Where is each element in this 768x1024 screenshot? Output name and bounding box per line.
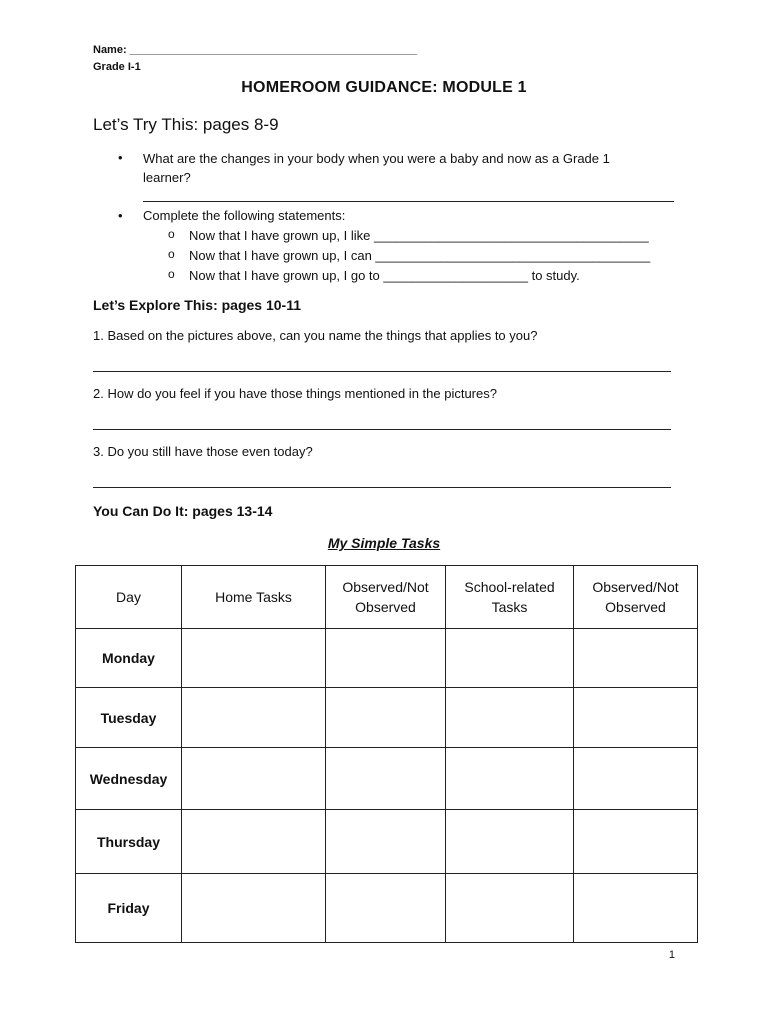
column-header-day: Day bbox=[76, 566, 182, 629]
name-field-label: Name: _______________________________________________ bbox=[93, 44, 418, 56]
do-it-section-heading: You Can Do It: pages 13-14 bbox=[93, 503, 273, 519]
observed-cell[interactable] bbox=[574, 810, 698, 874]
column-header-home-tasks: Home Tasks bbox=[182, 566, 326, 629]
simple-tasks-table bbox=[75, 565, 698, 943]
day-cell: Thursday bbox=[76, 810, 182, 874]
home-task-cell[interactable] bbox=[182, 810, 326, 874]
observed-cell[interactable] bbox=[574, 688, 698, 748]
table-row bbox=[76, 748, 698, 810]
grade-label: Grade I-1 bbox=[93, 61, 141, 73]
column-header-observed-school: Observed/Not Observed bbox=[574, 566, 698, 629]
table-header-row bbox=[76, 566, 698, 629]
question-3: 3. Do you still have those even today? bbox=[93, 444, 313, 459]
observed-cell[interactable] bbox=[326, 748, 446, 810]
observed-cell[interactable] bbox=[574, 874, 698, 943]
bullet-complete-statements: Complete the following statements: bbox=[143, 208, 346, 223]
school-task-cell[interactable] bbox=[446, 810, 574, 874]
statement-like: Now that I have grown up, I like ______________________________________ bbox=[189, 228, 649, 243]
sub-bullet-marker: o bbox=[168, 247, 175, 261]
table-row bbox=[76, 810, 698, 874]
column-header-observed-home: Observed/Not Observed bbox=[326, 566, 446, 629]
table-row bbox=[76, 629, 698, 688]
column-header-school-tasks: School-related Tasks bbox=[446, 566, 574, 629]
answer-line bbox=[93, 429, 671, 430]
table-row bbox=[76, 874, 698, 943]
observed-cell[interactable] bbox=[326, 810, 446, 874]
observed-cell[interactable] bbox=[326, 629, 446, 688]
day-cell: Friday bbox=[76, 874, 182, 943]
day-cell: Wednesday bbox=[76, 748, 182, 810]
bullet-line: learner? bbox=[143, 170, 191, 185]
day-cell: Monday bbox=[76, 629, 182, 688]
table-title: My Simple Tasks bbox=[327, 535, 441, 551]
try-section-heading: Let’s Try This: pages 8-9 bbox=[93, 115, 279, 134]
home-task-cell[interactable] bbox=[182, 688, 326, 748]
explore-section-heading: Let’s Explore This: pages 10-11 bbox=[93, 297, 302, 313]
bullet-line: What are the changes in your body when you were a baby and now as a Grade 1 bbox=[143, 151, 610, 166]
school-task-cell[interactable] bbox=[446, 748, 574, 810]
answer-line bbox=[93, 371, 671, 372]
table-row bbox=[76, 688, 698, 748]
day-cell: Tuesday bbox=[76, 688, 182, 748]
school-task-cell[interactable] bbox=[446, 688, 574, 748]
school-task-cell[interactable] bbox=[446, 629, 574, 688]
observed-cell[interactable] bbox=[326, 874, 446, 943]
home-task-cell[interactable] bbox=[182, 874, 326, 943]
answer-line bbox=[143, 201, 674, 202]
question-2: 2. How do you feel if you have those things mentioned in the pictures? bbox=[93, 386, 497, 401]
page-number: 1 bbox=[668, 949, 675, 961]
page-title: HOMEROOM GUIDANCE: MODULE 1 bbox=[241, 79, 527, 96]
observed-cell[interactable] bbox=[574, 629, 698, 688]
bullet-question-body-changes bbox=[143, 149, 703, 187]
sub-bullet-marker: o bbox=[168, 267, 175, 281]
statement-study: Now that I have grown up, I go to ____________________ to study. bbox=[189, 268, 580, 283]
question-1: 1. Based on the pictures above, can you name the things that applies to you? bbox=[93, 328, 538, 343]
home-task-cell[interactable] bbox=[182, 629, 326, 688]
observed-cell[interactable] bbox=[326, 688, 446, 748]
answer-line bbox=[93, 487, 671, 488]
home-task-cell[interactable] bbox=[182, 748, 326, 810]
school-task-cell[interactable] bbox=[446, 874, 574, 943]
sub-bullet-marker: o bbox=[168, 227, 175, 241]
bullet-marker: • bbox=[118, 208, 123, 223]
observed-cell[interactable] bbox=[574, 748, 698, 810]
statement-can: Now that I have grown up, I can ______________________________________ bbox=[189, 248, 651, 263]
bullet-marker: • bbox=[118, 150, 123, 165]
